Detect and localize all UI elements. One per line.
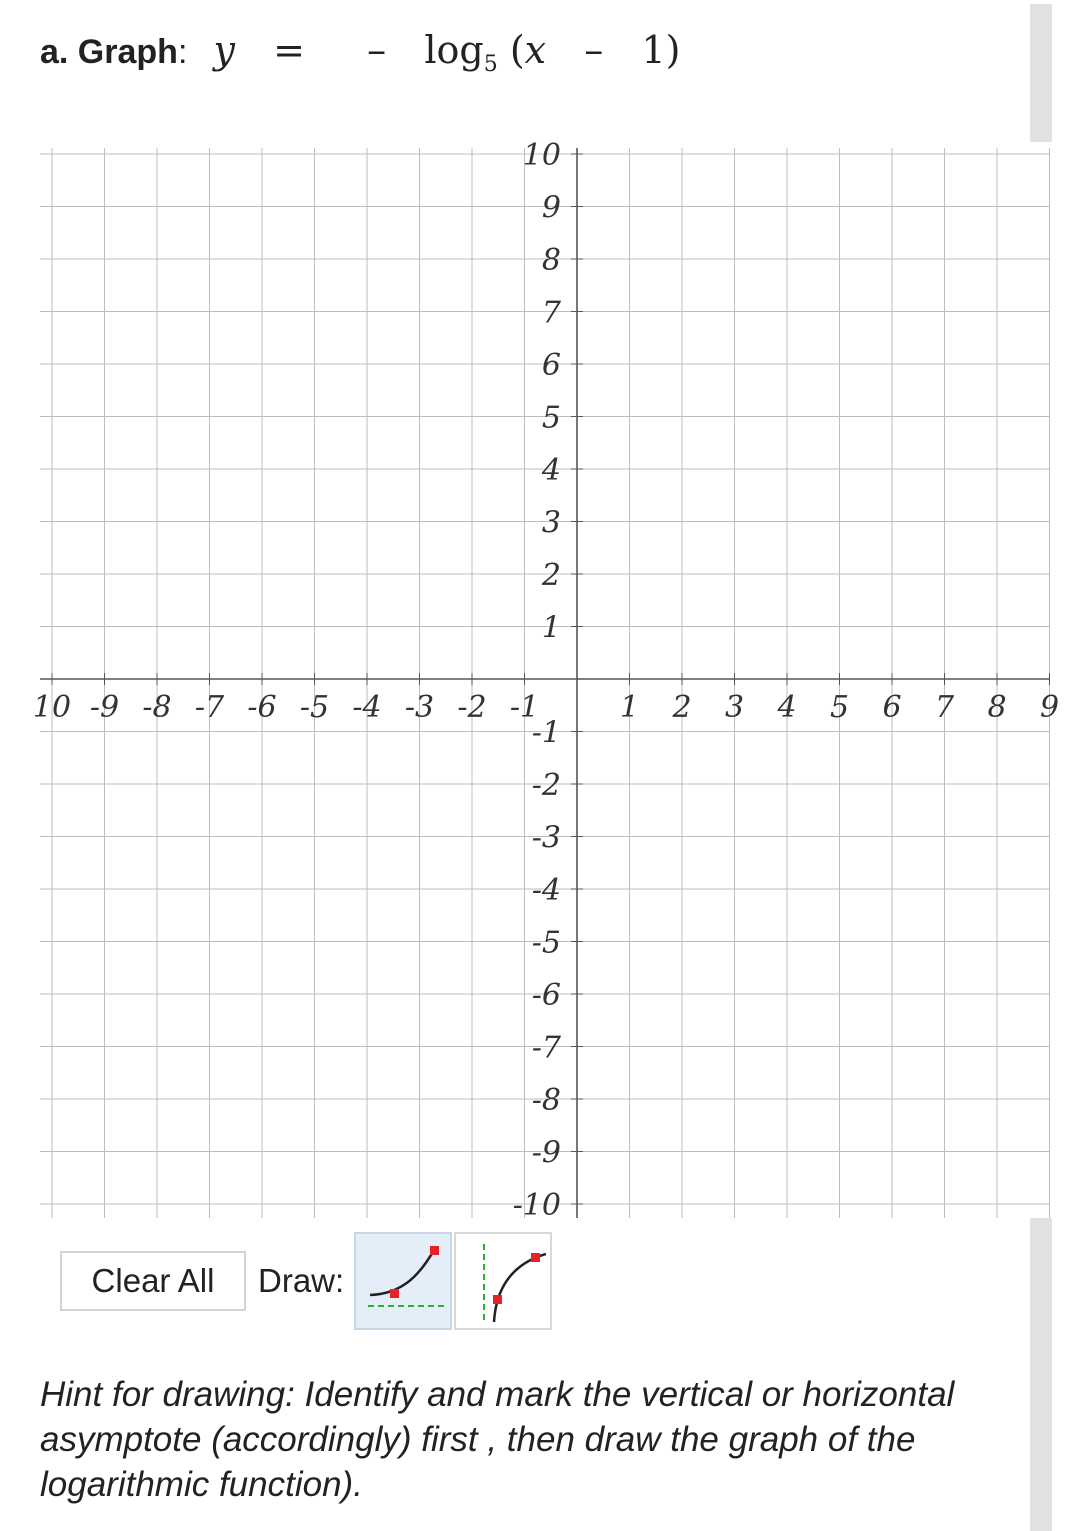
equation-lhs: y [213, 27, 235, 72]
y-tick-label: 3 [541, 505, 561, 541]
clear-all-button[interactable]: Clear All [60, 1251, 246, 1311]
x-tick-label: 8 [987, 690, 1007, 725]
y-tick-label: 7 [541, 295, 561, 331]
logarithmic-tool-button[interactable] [454, 1232, 552, 1330]
y-tick-label: -8 [531, 1083, 561, 1118]
equation-func: log [424, 27, 484, 72]
equation-minus: – [367, 27, 387, 72]
equation-arg: x [524, 27, 547, 72]
y-tick-label: 1 [541, 610, 561, 646]
equation-base: 5 [483, 51, 498, 77]
x-tick-label: -6 [247, 690, 277, 725]
logarithmic-tool-icon [460, 1238, 546, 1324]
y-tick-label: -10 [512, 1188, 561, 1223]
x-tick-label: 5 [829, 690, 850, 725]
x-tick-label: -8 [142, 690, 172, 725]
equation-op: – [584, 27, 604, 72]
x-tick-label: 9 [1039, 690, 1060, 725]
y-tick-label: 2 [541, 558, 561, 593]
y-tick-label: -9 [531, 1135, 561, 1171]
y-tick-label: 10 [522, 138, 561, 173]
y-tick-label: 5 [541, 400, 561, 436]
hint-text: Hint for drawing: Identify and mark the vertical or horizontal asymptote (accordingly) first , then draw the graph of the logarithmic function). [40, 1375, 955, 1504]
x-tick-label: 4 [777, 690, 797, 725]
y-tick-label: -2 [531, 768, 561, 803]
draw-label: Draw: [258, 1262, 345, 1299]
x-tick-label: 1 [619, 690, 640, 725]
y-tick-label: 6 [541, 348, 561, 383]
equation-close-paren: ) [665, 27, 681, 72]
x-tick-label: -3 [404, 690, 435, 725]
x-tick-label: 6 [882, 690, 902, 725]
equation-const: 1 [641, 27, 666, 72]
y-tick-label: -5 [531, 925, 561, 961]
equation-open-paren: ( [509, 27, 525, 72]
x-tick-label: 3 [724, 690, 745, 725]
y-tick-label: 8 [541, 243, 561, 278]
y-tick-label: -3 [531, 820, 561, 856]
x-tick-label: 7 [934, 690, 955, 725]
toolbar [60, 1232, 552, 1330]
y-tick-label: 9 [541, 190, 561, 226]
x-tick-label: 2 [672, 690, 692, 725]
x-tick-label: 10 [32, 690, 72, 725]
y-tick-label: -7 [531, 1030, 561, 1066]
x-tick-label: -2 [457, 690, 487, 725]
y-tick-label: -6 [531, 978, 561, 1013]
x-tick-label: -9 [89, 690, 120, 725]
y-tick-label: 4 [541, 453, 561, 488]
y-tick-label: -1 [531, 715, 561, 751]
x-tick-label: -1 [509, 690, 540, 725]
exponential-tool-icon [360, 1238, 446, 1324]
x-tick-label: -7 [194, 690, 225, 725]
exponential-tool-button[interactable] [354, 1232, 452, 1330]
question-label: a. Graph: [40, 32, 188, 71]
x-tick-label: -5 [299, 690, 330, 725]
y-tick-label: -4 [531, 873, 561, 908]
x-tick-label: -4 [352, 690, 382, 725]
equation-equals: = [273, 27, 305, 72]
